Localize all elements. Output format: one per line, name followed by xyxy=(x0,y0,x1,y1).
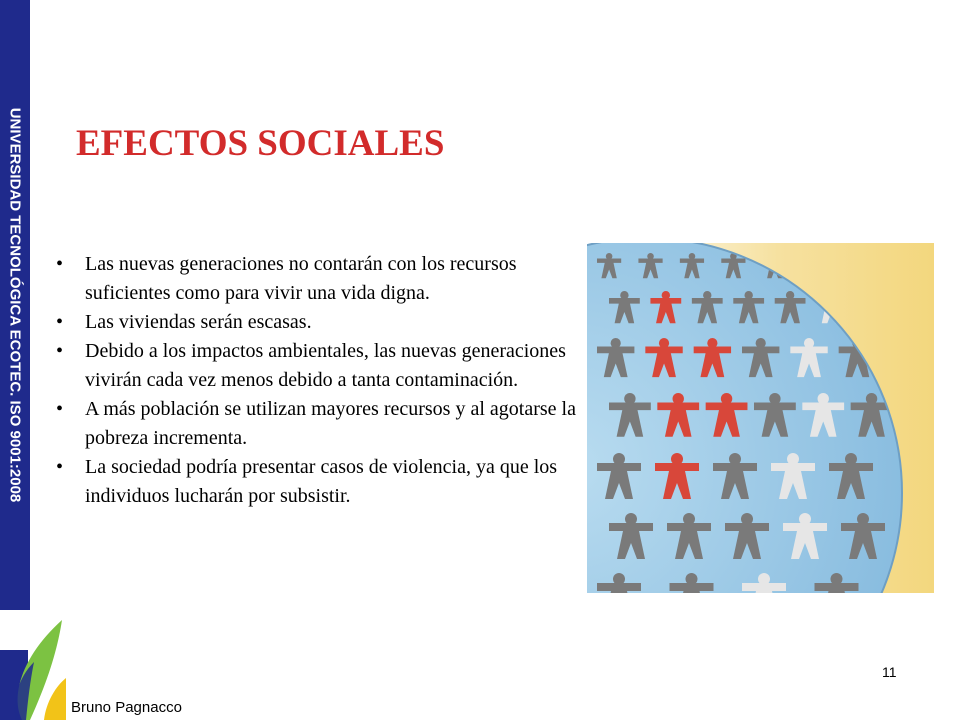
bullet-dot: • xyxy=(56,398,64,420)
author-name: Bruno Pagnacco xyxy=(71,699,182,716)
sidebar-band xyxy=(0,0,30,610)
bullet-text: Las viviendas serán escasas. xyxy=(85,311,312,333)
university-label: UNIVERSIDAD TECNOLÓGICA ECOTEC. ISO 9001:2008 xyxy=(6,107,24,503)
bullet-text: Debido a los impactos ambientales, las nuevas generaciones vivirán cada vez menos debido a tanta contaminación. xyxy=(85,340,566,391)
bullet-item xyxy=(56,337,576,395)
bullet-item xyxy=(56,395,576,453)
bullet-dot: • xyxy=(56,340,64,362)
globe-people-image xyxy=(587,243,934,593)
page-number: 11 xyxy=(882,664,897,680)
bullet-list xyxy=(56,250,576,511)
bullet-text: Las nuevas generaciones no contarán con los recursos suficientes como para vivir una vida digna. xyxy=(85,253,517,304)
bullet-item xyxy=(56,250,576,308)
bullet-text: A más población se utilizan mayores recursos y al agotarse la pobreza incrementa. xyxy=(85,398,576,449)
bullet-item xyxy=(56,453,576,511)
ecotec-logo xyxy=(0,616,66,720)
bullet-dot: • xyxy=(56,311,64,333)
bullet-text: La sociedad podría presentar casos de violencia, ya que los individuos lucharán por subsistir. xyxy=(85,456,558,507)
bullet-item xyxy=(56,308,576,337)
bullet-dot: • xyxy=(56,253,64,275)
slide-title: EFECTOS SOCIALES xyxy=(76,123,445,164)
bullet-dot: • xyxy=(56,456,64,478)
